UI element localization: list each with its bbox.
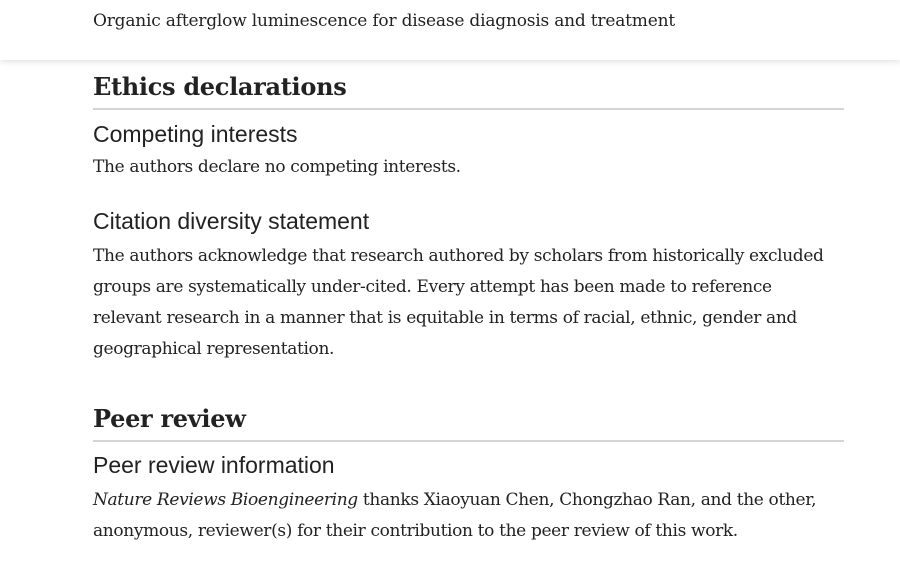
peer-review-thanks: thanks Xiaoyuan Chen, Chongzhao Ran, and the other, anonymous, reviewer(s) for their contribution to the peer review of this work. xyxy=(93,490,817,541)
competing-interests-heading: Competing interests xyxy=(93,121,298,147)
peer-review-info-heading: Peer review information xyxy=(93,452,335,478)
article-content xyxy=(93,60,844,547)
citation-diversity-heading: Citation diversity statement xyxy=(93,208,370,234)
peer-review-heading: Peer review xyxy=(93,404,844,442)
journal-name: Nature Reviews Bioengineering xyxy=(93,490,358,510)
competing-interests-text: The authors declare no competing interests. xyxy=(93,157,461,177)
citation-diversity-text: The authors acknowledge that research authored by scholars from historically excluded groups are systematically under-cited. Every attempt has been made to reference relevant research in a manner that is equitable in terms of racial, ethnic, gender and geographical representation. xyxy=(93,246,824,359)
peer-review-section xyxy=(93,404,844,547)
ethics-section xyxy=(93,72,844,365)
ethics-heading: Ethics declarations xyxy=(93,72,844,110)
peer-review-info-text xyxy=(93,485,844,547)
sticky-article-header xyxy=(0,0,900,60)
sticky-article-title[interactable]: Organic afterglow luminescence for disease diagnosis and treatment xyxy=(93,11,675,31)
